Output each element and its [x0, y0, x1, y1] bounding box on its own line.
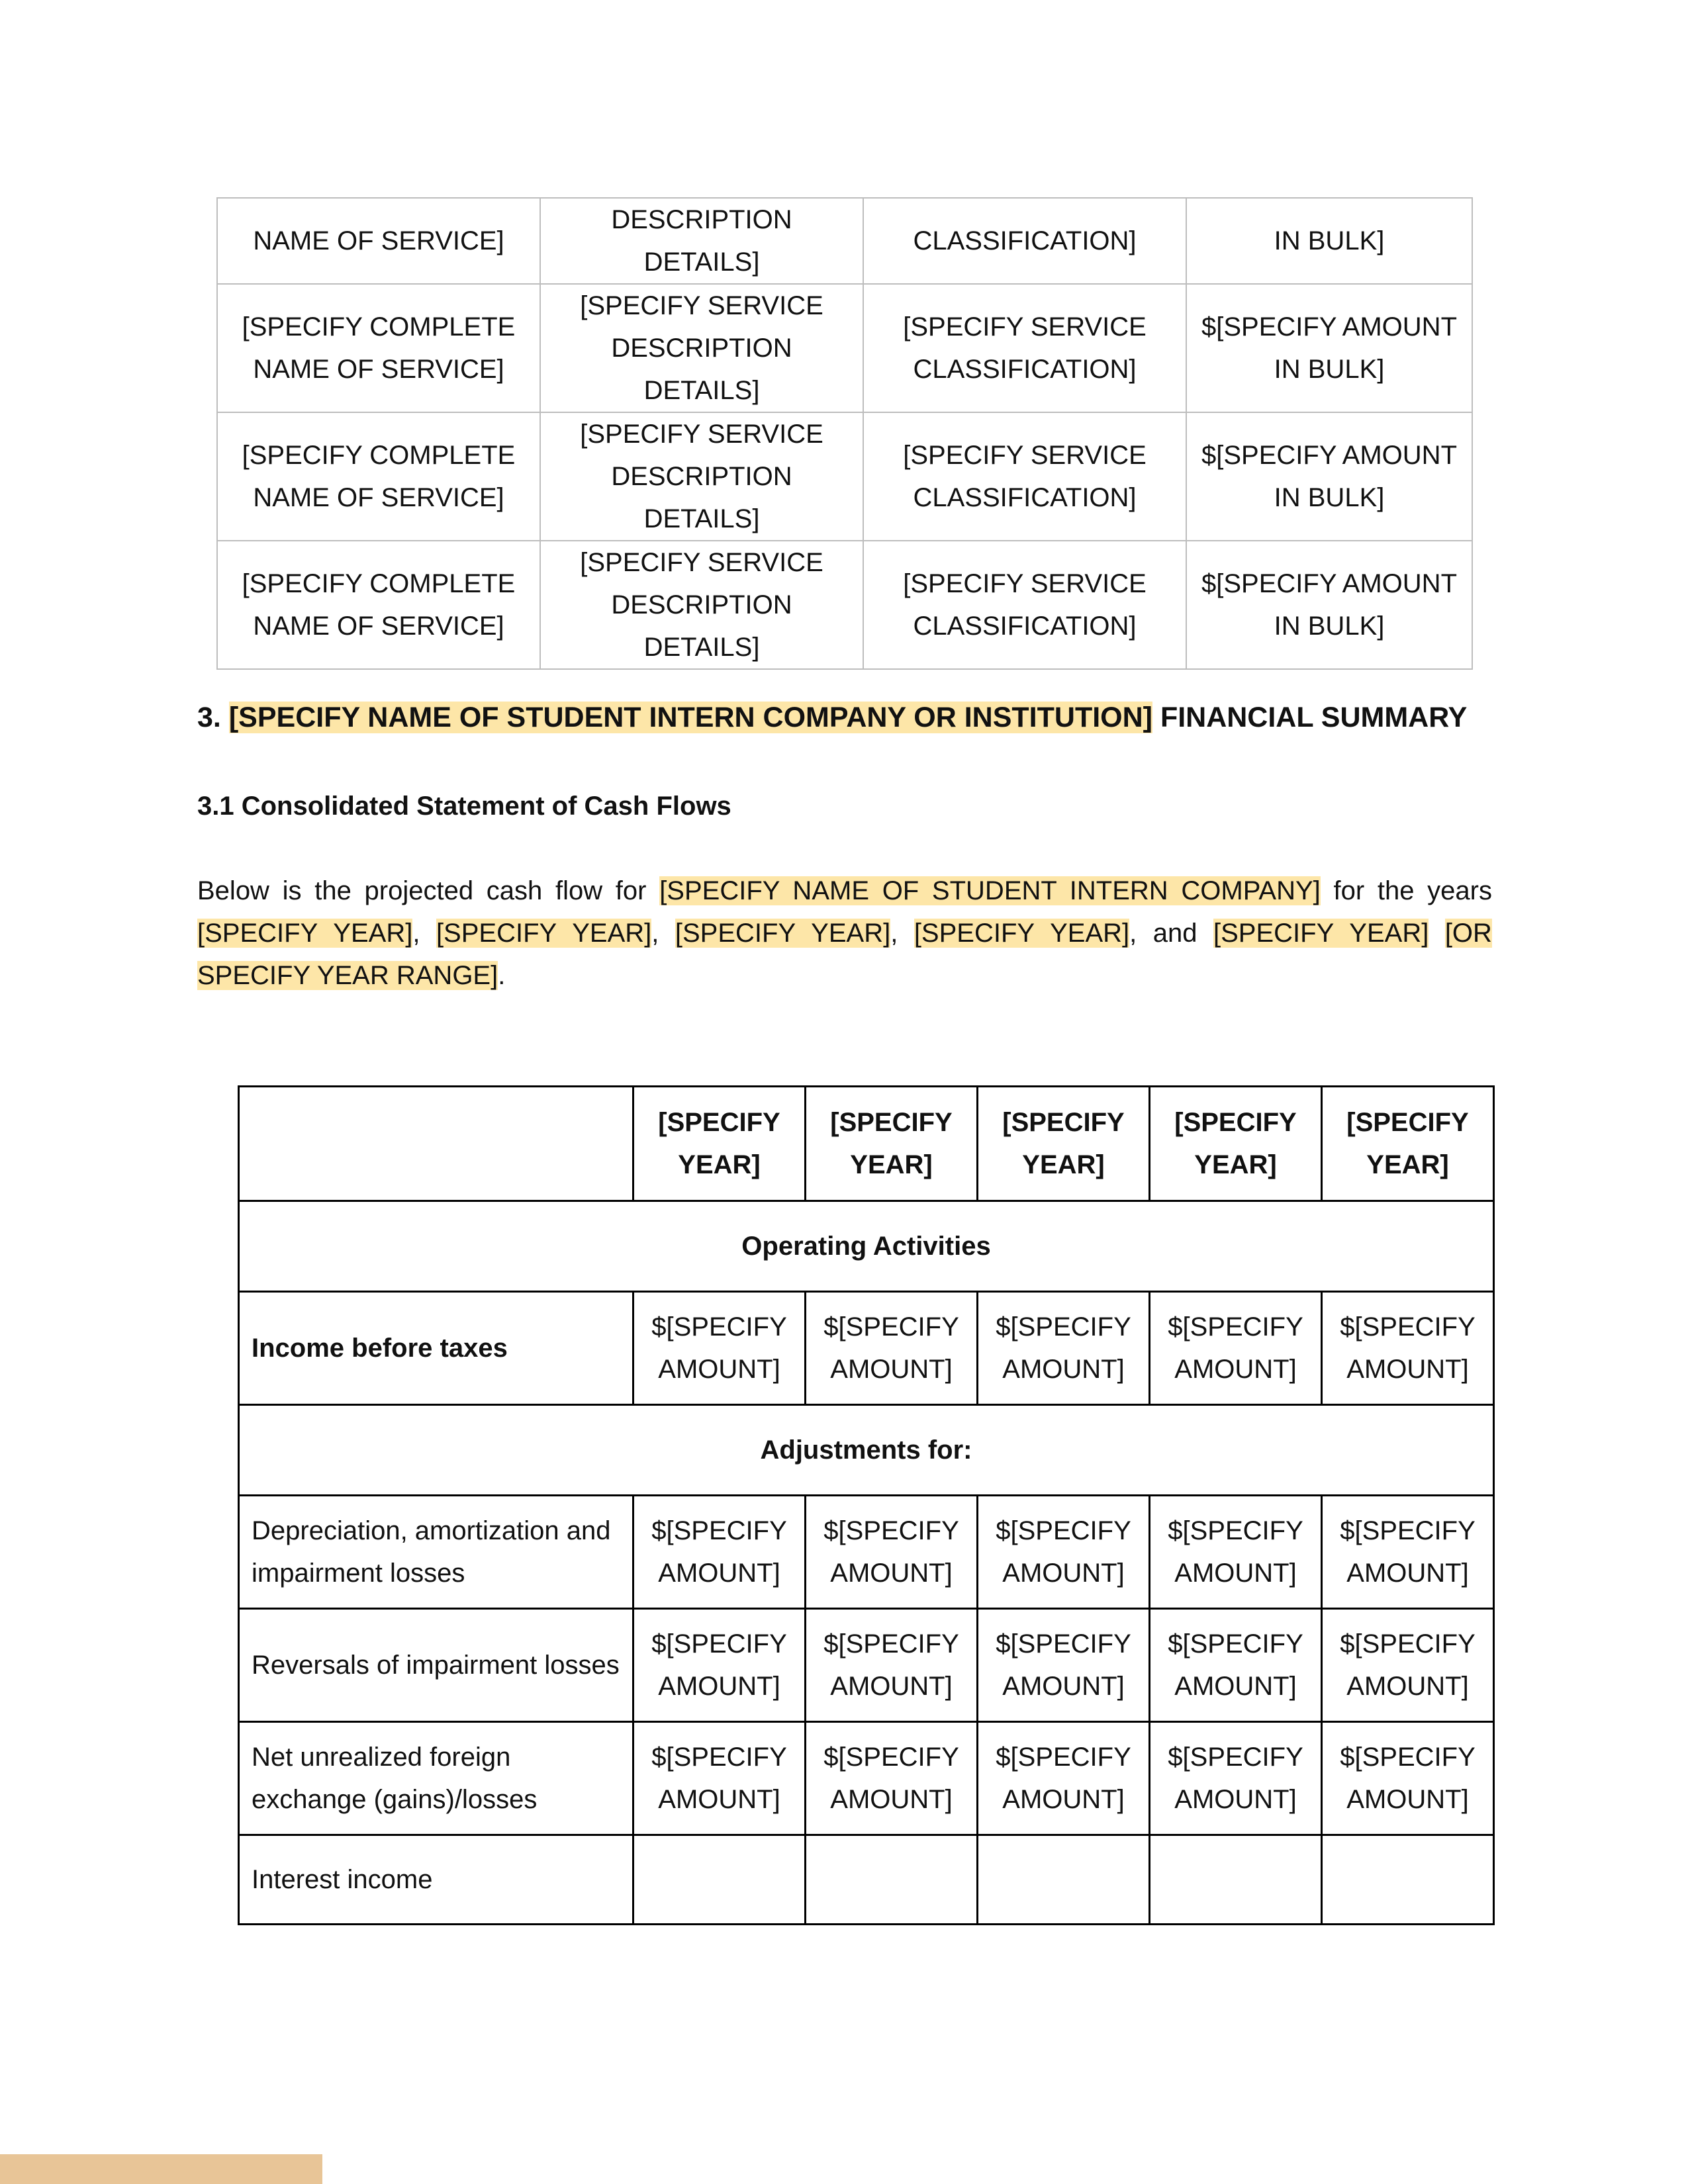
- service-name-cell: [SPECIFY COMPLETE NAME OF SERVICE]: [217, 412, 540, 541]
- amount-cell: $[SPECIFY AMOUNT]: [806, 1722, 978, 1835]
- service-description-cell: [SPECIFY SERVICE DESCRIPTION DETAILS]: [540, 284, 863, 412]
- service-amount-cell: $[SPECIFY AMOUNT IN BULK]: [1186, 412, 1472, 541]
- amount-cell: $[SPECIFY AMOUNT]: [1150, 1292, 1322, 1405]
- table-row: [239, 1292, 1494, 1405]
- amount-cell: $[SPECIFY AMOUNT]: [978, 1292, 1150, 1405]
- section-company-placeholder: [SPECIFY NAME OF STUDENT INTERN COMPANY OR INSTITUTION]: [228, 702, 1152, 733]
- amount-cell: $[SPECIFY AMOUNT]: [1150, 1722, 1322, 1835]
- table-row: [217, 198, 1472, 284]
- table-row: [239, 1835, 1494, 1925]
- row-label: Interest income: [239, 1835, 633, 1925]
- table-header-row: [239, 1087, 1494, 1201]
- cash-flow-table: [238, 1085, 1495, 1925]
- amount-cell: $[SPECIFY AMOUNT]: [1322, 1722, 1494, 1835]
- row-label: Depreciation, amortization and impairment losses: [239, 1496, 633, 1609]
- operating-activities-header: Operating Activities: [239, 1201, 1494, 1292]
- amount-cell: $[SPECIFY AMOUNT]: [978, 1496, 1150, 1609]
- section-title-rest: FINANCIAL SUMMARY: [1160, 702, 1468, 733]
- amount-cell: $[SPECIFY AMOUNT]: [978, 1722, 1150, 1835]
- paragraph-text: and: [1152, 919, 1197, 948]
- service-classification-cell: [SPECIFY SERVICE CLASSIFICATION]: [863, 541, 1186, 669]
- table-row: [239, 1405, 1494, 1496]
- amount-cell: $[SPECIFY AMOUNT]: [806, 1496, 978, 1609]
- empty-amount-cell: [633, 1835, 806, 1925]
- table-row: [239, 1722, 1494, 1835]
- table-row: [239, 1609, 1494, 1722]
- table-cell: IN BULK]: [1186, 198, 1472, 284]
- subsection-heading: 3.1 Consolidated Statement of Cash Flows: [197, 792, 731, 821]
- adjustments-header: Adjustments for:: [239, 1405, 1494, 1496]
- year-header-cell: [SPECIFY YEAR]: [1322, 1087, 1494, 1201]
- cash-flow-intro-paragraph: Below is the projected cash flow for [SPECIFY NAME OF STUDENT INTERN COMPANY] for the years [SPECIFY YEAR], [SPECIFY YEAR], [SPECIFY YEAR], [SPECIFY YEAR], and [SPECIFY YEAR] [OR SPECIFY YEAR RANGE].: [197, 876, 1492, 990]
- year-placeholder: [SPECIFY YEAR]: [436, 919, 652, 948]
- empty-header-cell: [239, 1087, 633, 1201]
- amount-cell: $[SPECIFY AMOUNT]: [633, 1292, 806, 1405]
- amount-cell: $[SPECIFY AMOUNT]: [1150, 1496, 1322, 1609]
- empty-amount-cell: [806, 1835, 978, 1925]
- amount-cell: $[SPECIFY AMOUNT]: [978, 1609, 1150, 1722]
- row-label: Net unrealized foreign exchange (gains)/losses: [239, 1722, 633, 1835]
- paragraph-text: Below is the projected cash flow for: [197, 876, 647, 905]
- service-classification-cell: [SPECIFY SERVICE CLASSIFICATION]: [863, 412, 1186, 541]
- service-amount-cell: $[SPECIFY AMOUNT IN BULK]: [1186, 284, 1472, 412]
- company-placeholder: [SPECIFY NAME OF STUDENT INTERN COMPANY]: [659, 876, 1321, 905]
- table-cell: CLASSIFICATION]: [863, 198, 1186, 284]
- row-label: Income before taxes: [239, 1292, 633, 1405]
- service-name-cell: [SPECIFY COMPLETE NAME OF SERVICE]: [217, 541, 540, 669]
- service-name-cell: [SPECIFY COMPLETE NAME OF SERVICE]: [217, 284, 540, 412]
- amount-cell: $[SPECIFY AMOUNT]: [1322, 1609, 1494, 1722]
- amount-cell: $[SPECIFY AMOUNT]: [806, 1292, 978, 1405]
- service-classification-cell: [SPECIFY SERVICE CLASSIFICATION]: [863, 284, 1186, 412]
- year-placeholder: [SPECIFY YEAR]: [197, 919, 413, 948]
- service-description-cell: [SPECIFY SERVICE DESCRIPTION DETAILS]: [540, 541, 863, 669]
- amount-cell: $[SPECIFY AMOUNT]: [633, 1609, 806, 1722]
- footer-accent-bar: [0, 2154, 322, 2184]
- service-description-cell: [SPECIFY SERVICE DESCRIPTION DETAILS]: [540, 412, 863, 541]
- empty-amount-cell: [978, 1835, 1150, 1925]
- year-placeholder: [SPECIFY YEAR]: [914, 919, 1130, 948]
- section-number: 3.: [197, 702, 221, 733]
- table-row: [239, 1201, 1494, 1292]
- amount-cell: $[SPECIFY AMOUNT]: [1322, 1496, 1494, 1609]
- table-cell: DESCRIPTION DETAILS]: [540, 198, 863, 284]
- table-cell: NAME OF SERVICE]: [217, 198, 540, 284]
- table-row: [239, 1496, 1494, 1609]
- year-placeholder: [SPECIFY YEAR]: [1213, 919, 1429, 948]
- amount-cell: $[SPECIFY AMOUNT]: [806, 1609, 978, 1722]
- year-header-cell: [SPECIFY YEAR]: [806, 1087, 978, 1201]
- row-label: Reversals of impairment losses: [239, 1609, 633, 1722]
- table-row: [217, 541, 1472, 669]
- amount-cell: $[SPECIFY AMOUNT]: [633, 1496, 806, 1609]
- table-row: [217, 412, 1472, 541]
- empty-amount-cell: [1150, 1835, 1322, 1925]
- year-header-cell: [SPECIFY YEAR]: [1150, 1087, 1322, 1201]
- services-table: [216, 197, 1473, 670]
- year-range-placeholder: [OR SPECIFY YEAR RANGE]: [197, 919, 1492, 990]
- year-placeholder: [SPECIFY YEAR]: [675, 919, 891, 948]
- section-heading: [197, 698, 1467, 737]
- empty-amount-cell: [1322, 1835, 1494, 1925]
- service-amount-cell: $[SPECIFY AMOUNT IN BULK]: [1186, 541, 1472, 669]
- amount-cell: $[SPECIFY AMOUNT]: [1150, 1609, 1322, 1722]
- table-row: [217, 284, 1472, 412]
- paragraph-text: for the years: [1333, 876, 1492, 905]
- year-header-cell: [SPECIFY YEAR]: [633, 1087, 806, 1201]
- year-header-cell: [SPECIFY YEAR]: [978, 1087, 1150, 1201]
- amount-cell: $[SPECIFY AMOUNT]: [1322, 1292, 1494, 1405]
- amount-cell: $[SPECIFY AMOUNT]: [633, 1722, 806, 1835]
